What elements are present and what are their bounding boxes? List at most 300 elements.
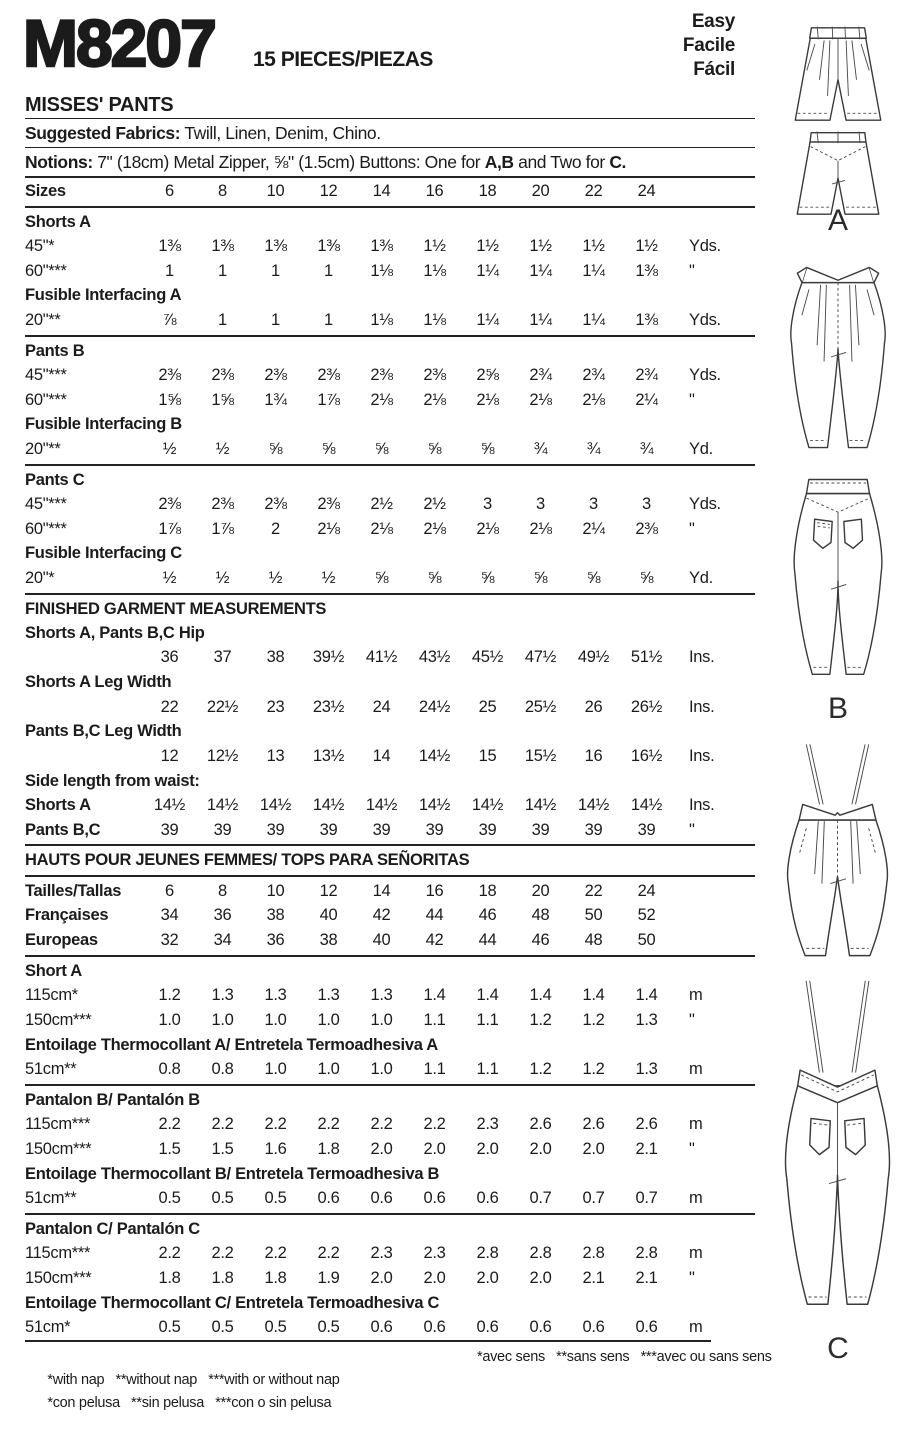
cell-value: 1.8 bbox=[211, 1268, 234, 1287]
cell-value: 1.3 bbox=[317, 986, 340, 1005]
garment-title: MISSES' PANTS bbox=[25, 94, 174, 116]
row-unit: " bbox=[689, 261, 695, 280]
divider bbox=[25, 206, 755, 208]
cell-value: 1.0 bbox=[158, 1010, 181, 1029]
cell-value: 2⅜ bbox=[370, 365, 393, 384]
cell-value: 1.9 bbox=[317, 1268, 340, 1287]
cell-value: 2.6 bbox=[582, 1115, 605, 1134]
cell-value: 1⅞ bbox=[317, 390, 340, 409]
cell-value: 2.3 bbox=[476, 1115, 499, 1134]
cell-value: ½ bbox=[162, 568, 177, 587]
table-row bbox=[25, 879, 755, 904]
row-label: 150cm*** bbox=[25, 1010, 92, 1029]
cell-value: 0.5 bbox=[264, 1317, 287, 1336]
cell-value: 0.7 bbox=[529, 1188, 552, 1207]
footnote-french: *avec sens **sans sens ***avec ou sans sens bbox=[477, 1348, 772, 1365]
row-label: 115cm* bbox=[25, 986, 78, 1005]
cell-value: 3 bbox=[642, 494, 651, 513]
table-row bbox=[25, 744, 755, 769]
cell-value: 1.4 bbox=[423, 986, 446, 1005]
divider bbox=[25, 1213, 755, 1215]
table-row bbox=[25, 1266, 755, 1291]
row-unit: m bbox=[689, 1317, 703, 1336]
notions-label: Notions: bbox=[25, 152, 93, 172]
view-label-b: B bbox=[827, 692, 848, 725]
cell-value: ½ bbox=[215, 439, 230, 458]
cell-value: 2.2 bbox=[264, 1115, 287, 1134]
cell-value: 16 bbox=[584, 746, 603, 765]
cell-value: 46 bbox=[478, 906, 497, 925]
cell-value: 3 bbox=[483, 494, 492, 513]
cell-value: 14½ bbox=[471, 796, 504, 815]
cell-value: 2¼ bbox=[635, 390, 658, 409]
cell-value: 2⅛ bbox=[423, 390, 446, 409]
cell-value: 24 bbox=[637, 881, 656, 900]
cell-value: 2½ bbox=[370, 494, 393, 513]
cell-value: ½ bbox=[268, 568, 283, 587]
cell-value: 39 bbox=[213, 820, 232, 839]
cell-value: 1¼ bbox=[529, 310, 552, 329]
cell-value: 0.6 bbox=[476, 1188, 499, 1207]
view-label-c: C bbox=[827, 1332, 849, 1365]
cell-value: 1⅝ bbox=[211, 390, 234, 409]
cell-value: 1⅝ bbox=[158, 390, 181, 409]
row-label: 20"** bbox=[25, 439, 61, 458]
cell-value: 1¼ bbox=[582, 261, 605, 280]
cell-value: 3 bbox=[536, 494, 545, 513]
table-row bbox=[25, 983, 755, 1008]
cell-value: 34 bbox=[160, 906, 179, 925]
cell-value: 14½ bbox=[153, 796, 186, 815]
cell-value: 1⅜ bbox=[158, 236, 181, 255]
row-label: Sizes bbox=[25, 181, 66, 200]
divider bbox=[25, 875, 755, 877]
row-label: 51cm* bbox=[25, 1317, 71, 1336]
cell-value: 1⅜ bbox=[370, 236, 393, 255]
cell-value: 0.6 bbox=[370, 1317, 393, 1336]
cell-value: 1.4 bbox=[529, 986, 552, 1005]
cell-value: 1 bbox=[271, 261, 280, 280]
pieces-count: 15 PIECES/PIEZAS bbox=[253, 48, 433, 71]
cell-value: 50 bbox=[637, 931, 656, 950]
cell-value: 2.2 bbox=[158, 1115, 181, 1134]
cell-value: ⅝ bbox=[427, 439, 442, 458]
row-unit: m bbox=[689, 1188, 703, 1207]
cell-value: 12 bbox=[160, 746, 179, 765]
notions-view-c: C. bbox=[609, 152, 627, 172]
cell-value: 2.1 bbox=[582, 1268, 605, 1287]
cell-value: 1¾ bbox=[264, 390, 287, 409]
cell-value: 1.1 bbox=[476, 1010, 499, 1029]
table-row bbox=[25, 1315, 755, 1340]
view-label-a: A bbox=[827, 204, 848, 237]
row-unit: " bbox=[689, 1268, 695, 1287]
cell-value: 24 bbox=[372, 697, 391, 716]
cell-value: 1.3 bbox=[211, 986, 234, 1005]
cell-value: ¾ bbox=[533, 439, 548, 458]
cell-value: 12 bbox=[319, 881, 338, 900]
cell-value: ⅝ bbox=[321, 439, 336, 458]
cell-value: 14½ bbox=[312, 796, 345, 815]
cell-value: 2½ bbox=[423, 494, 446, 513]
cell-value: 38 bbox=[266, 906, 285, 925]
cell-value: 14½ bbox=[418, 746, 451, 765]
cell-value: 1¼ bbox=[476, 261, 499, 280]
cell-value: 0.8 bbox=[158, 1059, 181, 1078]
divider bbox=[25, 955, 755, 957]
cell-value: 2¾ bbox=[529, 365, 552, 384]
cell-value: 2.1 bbox=[635, 1139, 658, 1158]
cell-value: ⅞ bbox=[162, 310, 177, 329]
cell-value: 14½ bbox=[418, 796, 451, 815]
row-label: Shorts A bbox=[25, 796, 91, 815]
cell-value: 2⅛ bbox=[529, 519, 552, 538]
cell-value: 39 bbox=[584, 820, 603, 839]
section-heading: Entoilage Thermocollant C/ Entretela Termoadhesiva C bbox=[25, 1293, 440, 1312]
cell-value: 18 bbox=[478, 881, 497, 900]
cell-value: 24 bbox=[637, 181, 656, 200]
cell-value: 36 bbox=[266, 931, 285, 950]
footnote-spanish: *con pelusa **sin pelusa ***con o sin pelusa bbox=[47, 1394, 332, 1411]
cell-value: 39½ bbox=[312, 648, 345, 667]
cell-value: ½ bbox=[162, 439, 177, 458]
row-unit: m bbox=[689, 1244, 703, 1263]
cell-value: 8 bbox=[218, 881, 227, 900]
cell-value: 1.8 bbox=[264, 1268, 287, 1287]
table-row bbox=[25, 646, 755, 671]
suggested-fabrics-label: Suggested Fabrics: bbox=[25, 123, 181, 143]
cell-value: 50 bbox=[584, 906, 603, 925]
cell-value: 12½ bbox=[206, 746, 239, 765]
cell-value: 1⅞ bbox=[158, 519, 181, 538]
cell-value: 1 bbox=[165, 261, 174, 280]
cell-value: 2⅛ bbox=[476, 519, 499, 538]
cell-value: 2⅛ bbox=[582, 390, 605, 409]
cell-value: 2⅜ bbox=[635, 519, 658, 538]
row-unit: Yd. bbox=[689, 439, 713, 458]
section-heading: Shorts A bbox=[25, 212, 91, 231]
cell-value: 2.8 bbox=[635, 1244, 658, 1263]
cell-value: 2⅛ bbox=[423, 519, 446, 538]
section-heading: Pants B bbox=[25, 341, 85, 360]
cell-value: 1.0 bbox=[264, 1059, 287, 1078]
row-unit: Ins. bbox=[689, 796, 715, 815]
cell-value: 1⅜ bbox=[211, 236, 234, 255]
cell-value: 15 bbox=[478, 746, 497, 765]
cell-value: 1½ bbox=[582, 236, 605, 255]
cell-value: 22 bbox=[584, 181, 603, 200]
cell-value: 1.4 bbox=[476, 986, 499, 1005]
cell-value: 1.2 bbox=[582, 1059, 605, 1078]
cell-value: 2⅜ bbox=[264, 365, 287, 384]
cell-value: 22 bbox=[160, 697, 179, 716]
pants-b-back-drawing bbox=[768, 470, 908, 692]
cell-value: 20 bbox=[531, 881, 550, 900]
divider bbox=[25, 464, 755, 466]
row-label: 115cm*** bbox=[25, 1244, 91, 1263]
cell-value: 39 bbox=[637, 820, 656, 839]
cell-value: 47½ bbox=[524, 648, 557, 667]
cell-value: 1.2 bbox=[529, 1059, 552, 1078]
difficulty-french: Facile bbox=[682, 35, 735, 56]
table-row bbox=[25, 259, 755, 284]
cell-value: 39 bbox=[372, 820, 391, 839]
row-label: 45"*** bbox=[25, 494, 67, 513]
divider bbox=[25, 176, 755, 178]
footnotes bbox=[25, 1346, 772, 1411]
cell-value: 0.5 bbox=[211, 1317, 234, 1336]
table-row bbox=[25, 1112, 755, 1137]
cell-value: 25 bbox=[478, 697, 497, 716]
suspender-pants-c-front-drawing bbox=[765, 742, 910, 970]
cell-value: 39 bbox=[531, 820, 550, 839]
cell-value: 22½ bbox=[206, 697, 239, 716]
cell-value: 10 bbox=[266, 881, 285, 900]
table-row bbox=[25, 388, 755, 413]
cell-value: ⅝ bbox=[427, 568, 442, 587]
cell-value: 1 bbox=[324, 310, 333, 329]
table-row bbox=[25, 517, 755, 542]
cell-value: 44 bbox=[478, 931, 497, 950]
cell-value: 1.5 bbox=[158, 1139, 181, 1158]
section-heading: HAUTS POUR JEUNES FEMMES/ TOPS PARA SEÑORITAS bbox=[25, 851, 470, 870]
table-row bbox=[25, 818, 755, 843]
section-heading: Fusible Interfacing A bbox=[25, 286, 182, 305]
cell-value: 0.6 bbox=[423, 1317, 446, 1336]
cell-value: 2.2 bbox=[423, 1115, 446, 1134]
cell-value: 1 bbox=[218, 310, 227, 329]
section-heading: Pants C bbox=[25, 470, 85, 489]
cell-value: 39 bbox=[160, 820, 179, 839]
row-label: Pants B,C bbox=[25, 820, 101, 839]
cell-value: 39 bbox=[319, 820, 338, 839]
cell-value: ⅝ bbox=[480, 568, 495, 587]
cell-value: 38 bbox=[266, 648, 285, 667]
table-row bbox=[25, 928, 755, 953]
row-label: 60"*** bbox=[25, 261, 67, 280]
cell-value: 2⅜ bbox=[158, 365, 181, 384]
cell-value: 14½ bbox=[365, 796, 398, 815]
cell-value: 1.1 bbox=[423, 1010, 446, 1029]
table-row bbox=[25, 566, 755, 591]
envelope-back-content bbox=[23, 6, 772, 1411]
table-row bbox=[25, 1057, 755, 1082]
cell-value: 1.0 bbox=[317, 1010, 340, 1029]
section-heading: Pantalon C/ Pantalón C bbox=[25, 1219, 200, 1238]
cell-value: 24½ bbox=[418, 697, 451, 716]
row-label: 60"*** bbox=[25, 390, 67, 409]
cell-value: 1.0 bbox=[370, 1059, 393, 1078]
pattern-number: M8207 bbox=[23, 6, 215, 80]
cell-value: 1.2 bbox=[158, 986, 181, 1005]
cell-value: 0.5 bbox=[264, 1188, 287, 1207]
divider bbox=[25, 1084, 755, 1086]
cell-value: 2.3 bbox=[423, 1244, 446, 1263]
cell-value: 1⅛ bbox=[423, 310, 446, 329]
cell-value: 2.0 bbox=[370, 1139, 393, 1158]
cell-value: 15½ bbox=[524, 746, 557, 765]
section-heading: Fusible Interfacing B bbox=[25, 415, 182, 434]
cell-value: 1⅛ bbox=[423, 261, 446, 280]
cell-value: 42 bbox=[372, 906, 391, 925]
section-heading: Short A bbox=[25, 961, 82, 980]
cell-value: 0.6 bbox=[370, 1188, 393, 1207]
cell-value: ¾ bbox=[639, 439, 654, 458]
cell-value: 2.0 bbox=[476, 1268, 499, 1287]
cell-value: ½ bbox=[215, 568, 230, 587]
cell-value: 1.4 bbox=[635, 986, 658, 1005]
cell-value: 1½ bbox=[423, 236, 446, 255]
cell-value: 2¼ bbox=[582, 519, 605, 538]
cell-value: 2.8 bbox=[582, 1244, 605, 1263]
notions-text: 7" (18cm) Metal Zipper, ⅝" (1.5cm) Buttons: One for bbox=[92, 152, 485, 172]
cell-value: 6 bbox=[165, 881, 174, 900]
row-label: 115cm*** bbox=[25, 1115, 91, 1134]
cell-value: 2.1 bbox=[635, 1268, 658, 1287]
row-unit: Yds. bbox=[689, 236, 721, 255]
table-row bbox=[25, 904, 755, 929]
cell-value: 0.5 bbox=[158, 1188, 181, 1207]
cell-value: 1⅜ bbox=[635, 310, 658, 329]
cell-value: 1⅜ bbox=[635, 261, 658, 280]
cell-value: 1.3 bbox=[264, 986, 287, 1005]
pants-b-front-drawing bbox=[768, 250, 908, 465]
cell-value: 0.5 bbox=[158, 1317, 181, 1336]
row-label: 45"*** bbox=[25, 365, 67, 384]
cell-value: 40 bbox=[319, 906, 338, 925]
cell-value: 1.0 bbox=[317, 1059, 340, 1078]
cell-value: 2.0 bbox=[423, 1268, 446, 1287]
cell-value: ¾ bbox=[586, 439, 601, 458]
row-label: 150cm*** bbox=[25, 1268, 92, 1287]
cell-value: 2⅝ bbox=[476, 365, 499, 384]
cell-value: 2 bbox=[271, 519, 280, 538]
cell-value: 6 bbox=[165, 181, 174, 200]
cell-value: 34 bbox=[213, 931, 232, 950]
row-unit: Yds. bbox=[689, 494, 721, 513]
cell-value: 2.3 bbox=[370, 1244, 393, 1263]
cell-value: 2⅜ bbox=[211, 494, 234, 513]
cell-value: 22 bbox=[584, 881, 603, 900]
cell-value: 1.0 bbox=[211, 1010, 234, 1029]
cell-value: 0.6 bbox=[529, 1317, 552, 1336]
cell-value: 1.5 bbox=[211, 1139, 234, 1158]
cell-value: 2⅜ bbox=[423, 365, 446, 384]
cell-value: 2⅜ bbox=[158, 494, 181, 513]
suspender-pants-c-back-drawing bbox=[765, 976, 910, 1326]
cell-value: 23½ bbox=[312, 697, 345, 716]
cell-value: 48 bbox=[584, 931, 603, 950]
cell-value: 1 bbox=[218, 261, 227, 280]
cell-value: 2.0 bbox=[423, 1139, 446, 1158]
cell-value: ⅝ bbox=[268, 439, 283, 458]
cell-value: 2.2 bbox=[158, 1244, 181, 1263]
cell-value: 14½ bbox=[206, 796, 239, 815]
table-row bbox=[25, 179, 755, 204]
cell-value: 0.5 bbox=[317, 1317, 340, 1336]
row-label: Europeas bbox=[25, 931, 98, 950]
section-heading: FINISHED GARMENT MEASUREMENTS bbox=[25, 599, 327, 618]
row-unit: m bbox=[689, 1059, 703, 1078]
section-heading: Shorts A Leg Width bbox=[25, 673, 172, 692]
cell-value: 12 bbox=[319, 181, 338, 200]
cell-value: ⅝ bbox=[374, 439, 389, 458]
cell-value: 2.8 bbox=[476, 1244, 499, 1263]
row-unit: Ins. bbox=[689, 746, 715, 765]
row-unit: " bbox=[689, 390, 695, 409]
cell-value: 2.2 bbox=[317, 1244, 340, 1263]
row-label: 20"** bbox=[25, 310, 61, 329]
cell-value: 1.2 bbox=[582, 1010, 605, 1029]
row-unit: Ins. bbox=[689, 648, 715, 667]
table-row bbox=[25, 492, 755, 517]
cell-value: 37 bbox=[213, 648, 232, 667]
suggested-fabrics-value: Twill, Linen, Denim, Chino. bbox=[180, 123, 381, 143]
cell-value: 2.2 bbox=[211, 1244, 234, 1263]
cell-value: 16½ bbox=[630, 746, 663, 765]
row-unit: Yd. bbox=[689, 568, 713, 587]
cell-value: 8 bbox=[218, 181, 227, 200]
cell-value: 32 bbox=[160, 931, 179, 950]
table-row bbox=[25, 695, 755, 720]
cell-value: 38 bbox=[319, 931, 338, 950]
section-heading: Entoilage Thermocollant A/ Entretela Termoadhesiva A bbox=[25, 1035, 438, 1054]
cell-value: 10 bbox=[266, 181, 285, 200]
cell-value: 2.6 bbox=[635, 1115, 658, 1134]
cell-value: 1¼ bbox=[529, 261, 552, 280]
divider bbox=[25, 593, 755, 595]
cell-value: 1½ bbox=[529, 236, 552, 255]
divider bbox=[25, 844, 755, 846]
cell-value: 49½ bbox=[577, 648, 610, 667]
cell-value: ½ bbox=[321, 568, 336, 587]
cell-value: 2.2 bbox=[317, 1115, 340, 1134]
cell-value: ⅝ bbox=[533, 568, 548, 587]
row-label: 51cm** bbox=[25, 1188, 77, 1207]
section-heading: Side length from waist: bbox=[25, 771, 200, 790]
cell-value: 1.3 bbox=[370, 986, 393, 1005]
row-label: 60"*** bbox=[25, 519, 67, 538]
cell-value: 39 bbox=[266, 820, 285, 839]
cell-value: 1⅛ bbox=[370, 261, 393, 280]
row-unit: m bbox=[689, 986, 703, 1005]
row-label: 20"* bbox=[25, 568, 55, 587]
cell-value: 0.8 bbox=[211, 1059, 234, 1078]
cell-value: 1¼ bbox=[476, 310, 499, 329]
cell-value: 0.7 bbox=[635, 1188, 658, 1207]
difficulty-labels bbox=[683, 10, 735, 82]
cell-value: 1.8 bbox=[317, 1139, 340, 1158]
cell-value: 23 bbox=[266, 697, 285, 716]
cell-value: 20 bbox=[531, 181, 550, 200]
difficulty-spanish: Fácil bbox=[693, 59, 735, 80]
cell-value: 1.3 bbox=[635, 1059, 658, 1078]
footnote-line-1 bbox=[25, 1346, 772, 1388]
cell-value: 2⅜ bbox=[317, 494, 340, 513]
cell-value: 26 bbox=[584, 697, 603, 716]
row-label: Tailles/Tallas bbox=[25, 881, 122, 900]
cell-value: 36 bbox=[160, 648, 179, 667]
notions-line bbox=[25, 148, 755, 176]
row-unit: Yds. bbox=[689, 365, 721, 384]
garment-illustrations bbox=[763, 0, 913, 1405]
cell-value: 1⅛ bbox=[370, 310, 393, 329]
cell-value: 2⅜ bbox=[317, 365, 340, 384]
table-row bbox=[25, 363, 755, 388]
cell-value: 14 bbox=[372, 746, 391, 765]
row-label: 51cm** bbox=[25, 1059, 77, 1078]
cell-value: 1.3 bbox=[635, 1010, 658, 1029]
